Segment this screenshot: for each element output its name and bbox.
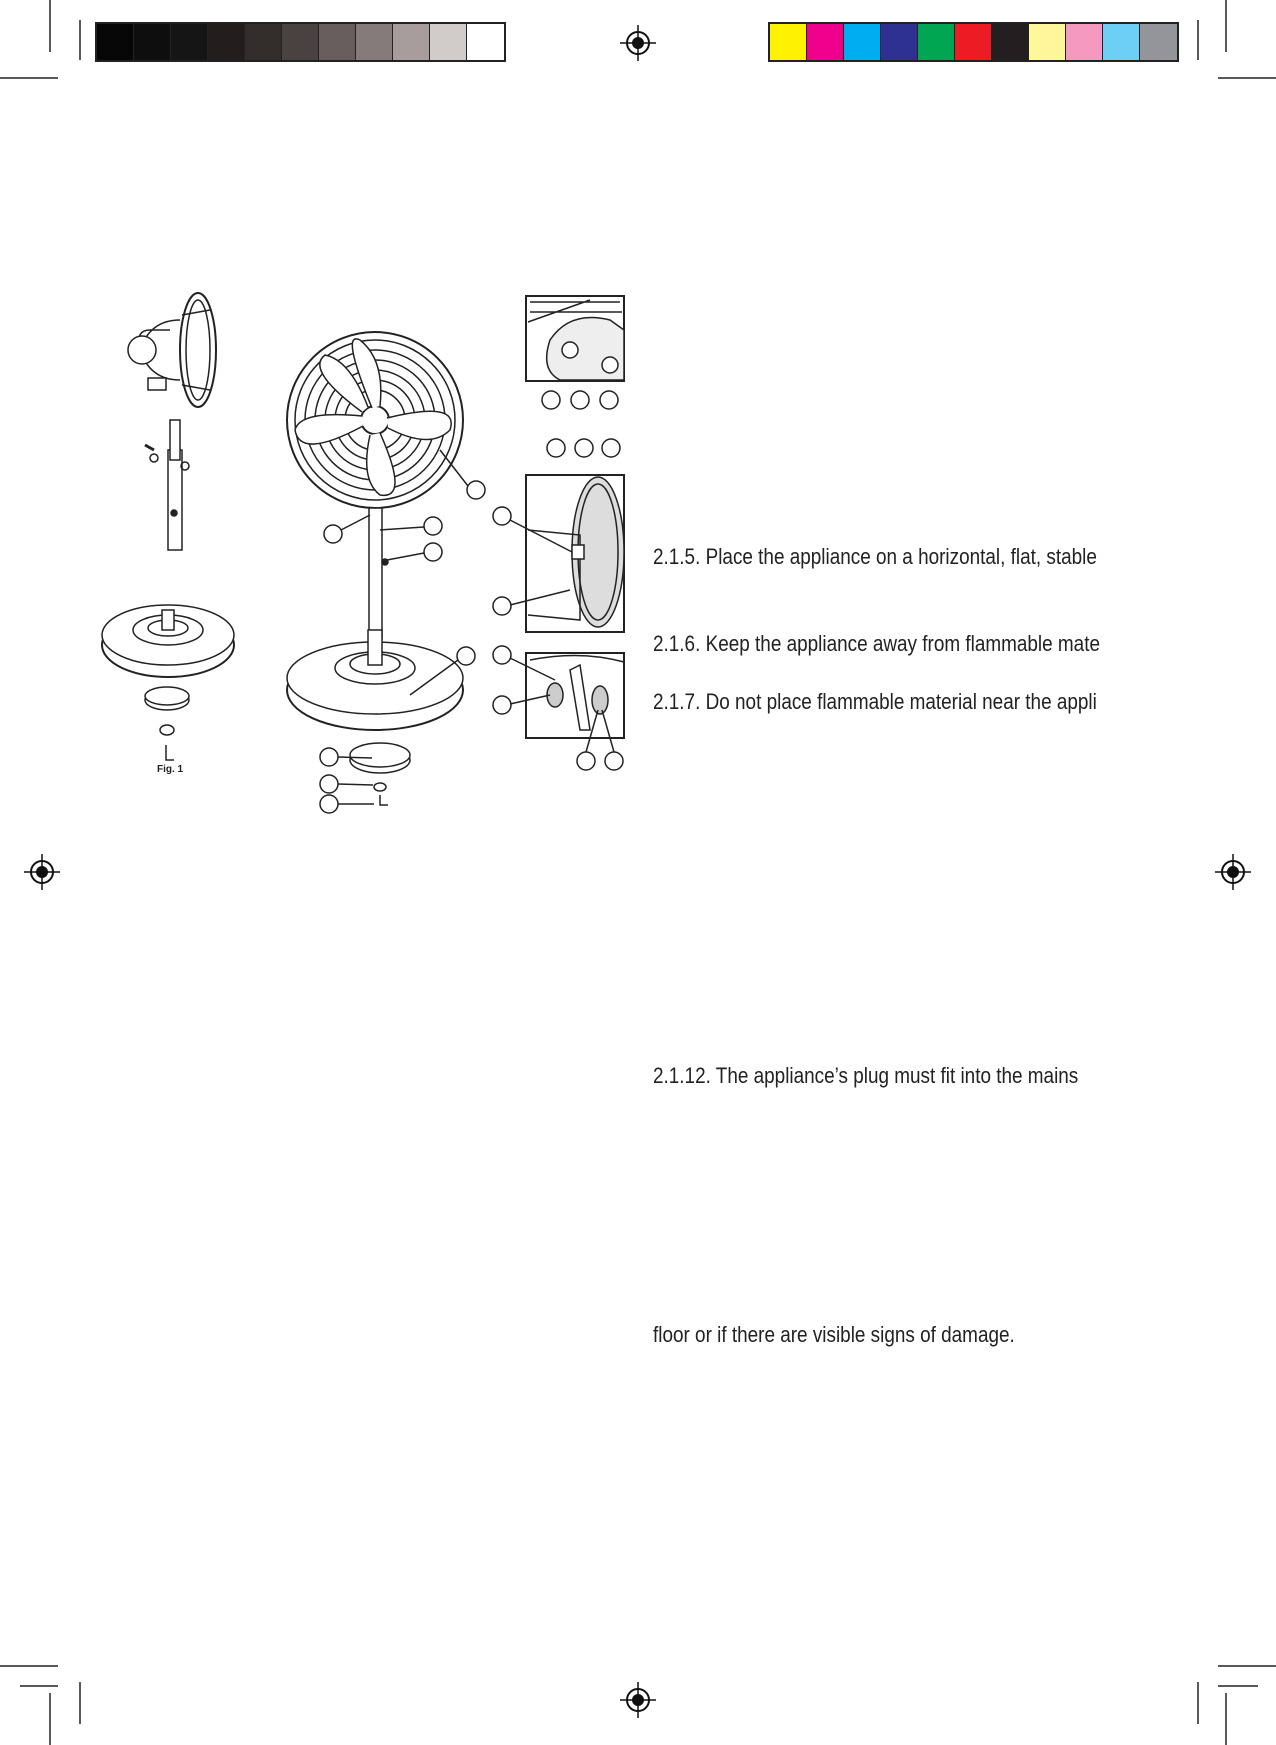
instruction-2-1-7: 2.1.7. Do not place flammable material near the appli: [653, 689, 1097, 714]
process-color-swatch: [844, 24, 881, 60]
registration-mark-bottom-icon: [620, 1682, 656, 1718]
process-color-swatch: [992, 24, 1029, 60]
grayscale-swatch: [245, 24, 282, 60]
instruction-2-1-12: 2.1.12. The appliance’s plug must fit into the mains: [653, 1063, 1079, 1088]
process-color-swatch: [955, 24, 992, 60]
grayscale-swatch: [134, 24, 171, 60]
process-color-swatch: [918, 24, 955, 60]
registration-mark-right-icon: [1215, 854, 1251, 890]
process-color-swatch: [1066, 24, 1103, 60]
grayscale-color-bar: [95, 22, 506, 62]
grayscale-swatch: [430, 24, 467, 60]
registration-mark-left-icon: [24, 854, 60, 890]
grayscale-swatch: [467, 24, 504, 60]
process-color-bar: [768, 22, 1179, 62]
grayscale-swatch: [97, 24, 134, 60]
registration-mark-top-icon: [620, 25, 656, 61]
figure-caption: Fig. 1: [157, 764, 184, 775]
process-color-swatch: [1140, 24, 1177, 60]
process-color-swatch: [807, 24, 844, 60]
process-color-swatch: [770, 24, 807, 60]
fan-side-view: [102, 293, 234, 760]
fan-detail-views: [493, 296, 624, 770]
grayscale-swatch: [282, 24, 319, 60]
fan-front-view: [287, 332, 485, 813]
grayscale-swatch: [393, 24, 430, 60]
instruction-damage-line: floor or if there are visible signs of damage.: [653, 1322, 1015, 1347]
grayscale-swatch: [319, 24, 356, 60]
process-color-swatch: [881, 24, 918, 60]
grayscale-swatch: [208, 24, 245, 60]
grayscale-swatch: [171, 24, 208, 60]
process-color-swatch: [1029, 24, 1066, 60]
process-color-swatch: [1103, 24, 1140, 60]
instruction-2-1-6: 2.1.6. Keep the appliance away from flammable mate: [653, 631, 1100, 656]
grayscale-swatch: [356, 24, 393, 60]
instruction-2-1-5: 2.1.5. Place the appliance on a horizontal, flat, stable: [653, 544, 1097, 569]
